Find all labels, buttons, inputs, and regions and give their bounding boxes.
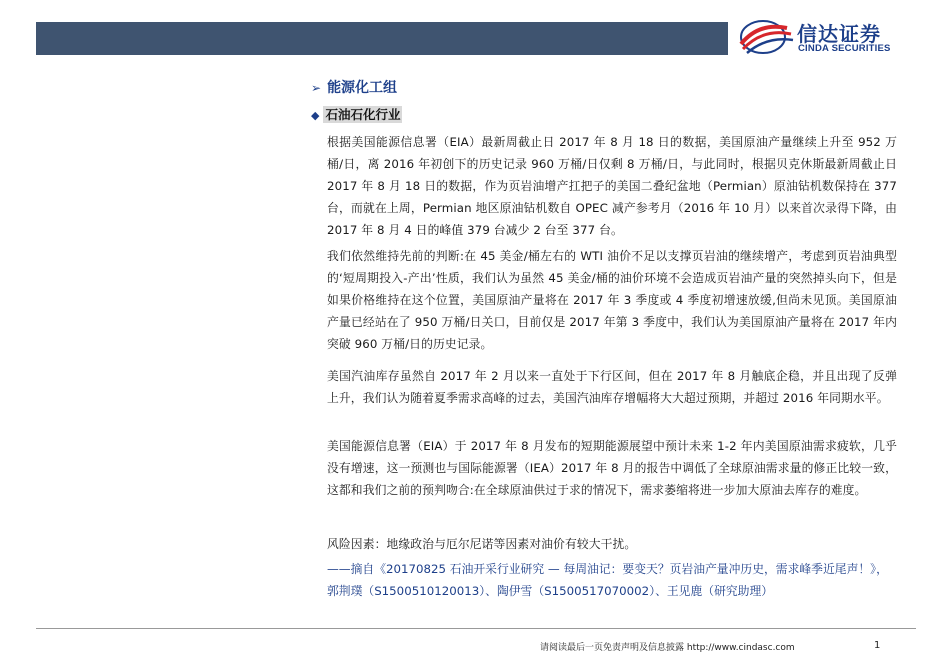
- cinda-logo-icon: [737, 14, 795, 58]
- cinda-logo: [737, 14, 917, 62]
- subsection-heading: [311, 105, 402, 123]
- source-citation: ——摘自《20170825 石油开采行业研究 — 每周油记：要变天？页岩油产量冲历史，需求峰季近尾声！》，郭荆璞（S1500510120013）、陶伊雪（S1500517070002）、王见鹿（研究助理）: [327, 562, 888, 598]
- arrow-right-icon: ➢: [311, 81, 322, 95]
- paragraph-production: 根据美国能源信息署（EIA）最新周截止日 2017 年 8 月 18 日的数据，美国原油产量继续上升至 952 万桶/日，离 2016 年初创下的历史记录 960 万桶/日仅剩 8 万桶/日，与此同时，根据贝克休斯最新周截止日 2017 年 8 月 18 日的数据，作为页岩油增产扛把子的美国二叠纪盆地（Permian）原油钻机数保持在 377 台，而就在上周，Permian 地区原油钻机数自 OPEC 减产参考月（2016 年 10 月）以来首次录得下降，由 2017 年 8 月 4 日的峰值 379 台减少 2 台至 377 台。: [327, 135, 897, 237]
- section-title-text: 能源化工组: [327, 80, 398, 96]
- paragraph-demand: 美国能源信息署（EIA）于 2017 年 8 月发布的短期能源展望中预计未来 1-2 年内美国原油需求疲软，几乎没有增速，这一预测也与国际能源署（IEA）2017 年 8 月的报告中调低了全球原油需求量的修正比较一致，这都和我们之前的预判吻合:在全球原油供过于求的情况下，需求萎缩将进一步加大原油去库存的难度。: [327, 439, 897, 497]
- page-number: 1: [874, 640, 881, 651]
- logo-english-name: CINDA SECURITIES: [798, 43, 891, 54]
- footer-divider: [36, 628, 916, 629]
- paragraph-judgement: 我们依然维持先前的判断:在 45 美金/桶左右的 WTI 油价不足以支撑页岩油的继续增产，考虑到页岩油典型的‘短周期投入-产出’性质，我们认为虽然 45 美金/桶的油价环境不会造成页岩油产量的突然掉头向下，但是如果价格维持在这个位置，美国原油产量将在 2017 年 3 季度或 4 季度初增速放缓,但尚未见顶。美国原油产量已经站在了 950 万桶/日关口，目前仅是 2017 年第 3 季度中，我们认为美国原油产量将在 2017 年内突破 960 万桶/日的历史记录。: [327, 249, 897, 351]
- subsection-label: 石油石化行业: [325, 107, 401, 122]
- diamond-bullet-icon: ◆: [311, 109, 320, 122]
- header-bar: [36, 22, 728, 55]
- paragraph-risk: 风险因素：地缘政治与厄尔尼诺等因素对油价有较大干扰。: [327, 537, 637, 551]
- section-title: [311, 77, 397, 97]
- footer-disclaimer: 请阅读最后一页免责声明及信息披露 http://www.cindasc.com: [540, 643, 795, 653]
- paragraph-gasoline: 美国汽油库存虽然自 2017 年 2 月以来一直处于下行区间，但在 2017 年 8 月触底企稳，并且出现了反弹上升，我们认为随着夏季需求高峰的过去，美国汽油库存增幅将大大超过预期，并超过 2016 年同期水平。: [327, 369, 897, 405]
- logo-chinese-name: 信达证券: [797, 22, 881, 46]
